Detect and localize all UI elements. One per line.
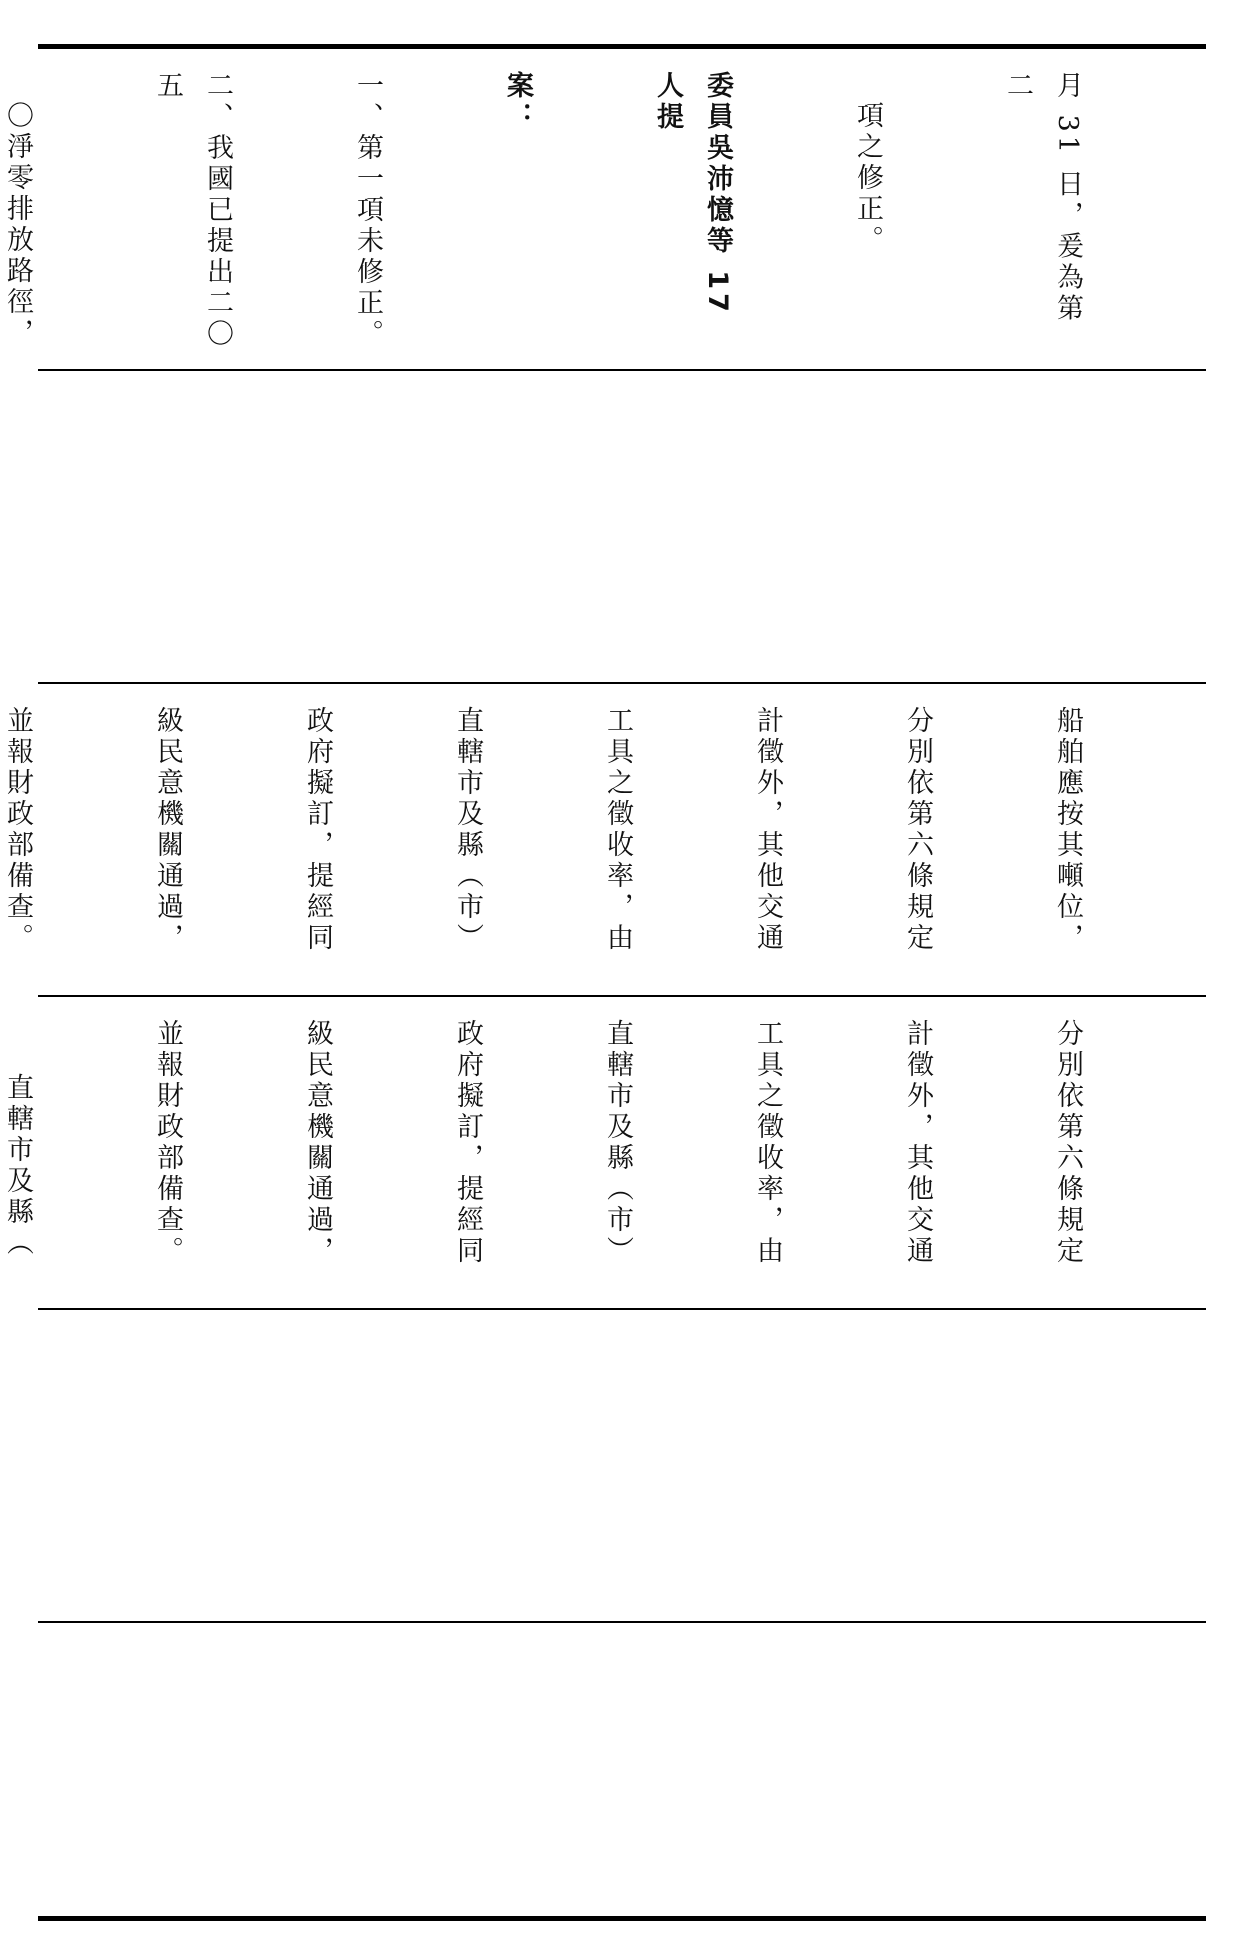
text-line: 直轄市及縣（ [2, 1073, 33, 1259]
text-line: 級民意機關通過， [152, 706, 183, 954]
text-line: 並報財政部備查。 [152, 1019, 183, 1267]
bottom-rule [38, 1916, 1206, 1921]
text-line: 分別依第六條規定 [1052, 1019, 1083, 1267]
text-line: 工具之徵收率，由 [602, 706, 633, 954]
empty-cell [38, 1623, 1206, 1916]
text-line: 分別依第六條規定 [902, 706, 933, 954]
text-line: 項之修正。 [852, 101, 883, 256]
explanation-cell [2, 49, 1206, 369]
text-line: 二、我國已提出二〇五 [152, 71, 233, 350]
text-line: 工具之徵收率，由 [752, 1019, 783, 1267]
empty-cell [38, 1310, 1206, 1621]
text-line: 政府擬訂，提經同 [452, 1019, 483, 1267]
text-line: 計徵外，其他交通 [752, 706, 783, 954]
text-line: 直轄市及縣（市） [602, 1019, 633, 1267]
current-text-cell [2, 997, 1206, 1308]
current-text [0, 1019, 1192, 1290]
text-line: 並報財政部備查。 [2, 706, 33, 954]
text-line: 〇淨零排放路徑， [2, 101, 33, 349]
proposed-text [0, 706, 1192, 977]
text-line: 級民意機關通過， [302, 1019, 333, 1267]
explanation-text [0, 71, 1192, 351]
proposal-heading-cont: 案： [502, 71, 533, 133]
proposal-heading: 委員吳沛憶等 17 人提 [652, 71, 733, 330]
text-line: 一、第一項未修正。 [352, 71, 383, 350]
text-line: 政府擬訂，提經同 [302, 706, 333, 954]
empty-cell [38, 371, 1206, 682]
proposed-text-cell [2, 684, 1206, 995]
text-line: 計徵外，其他交通 [902, 1019, 933, 1267]
text-line: 直轄市及縣（市） [452, 706, 483, 954]
text-line: 月 31 日，爰為第二 [1002, 71, 1083, 325]
text-line: 船舶應按其噸位， [1052, 706, 1083, 954]
